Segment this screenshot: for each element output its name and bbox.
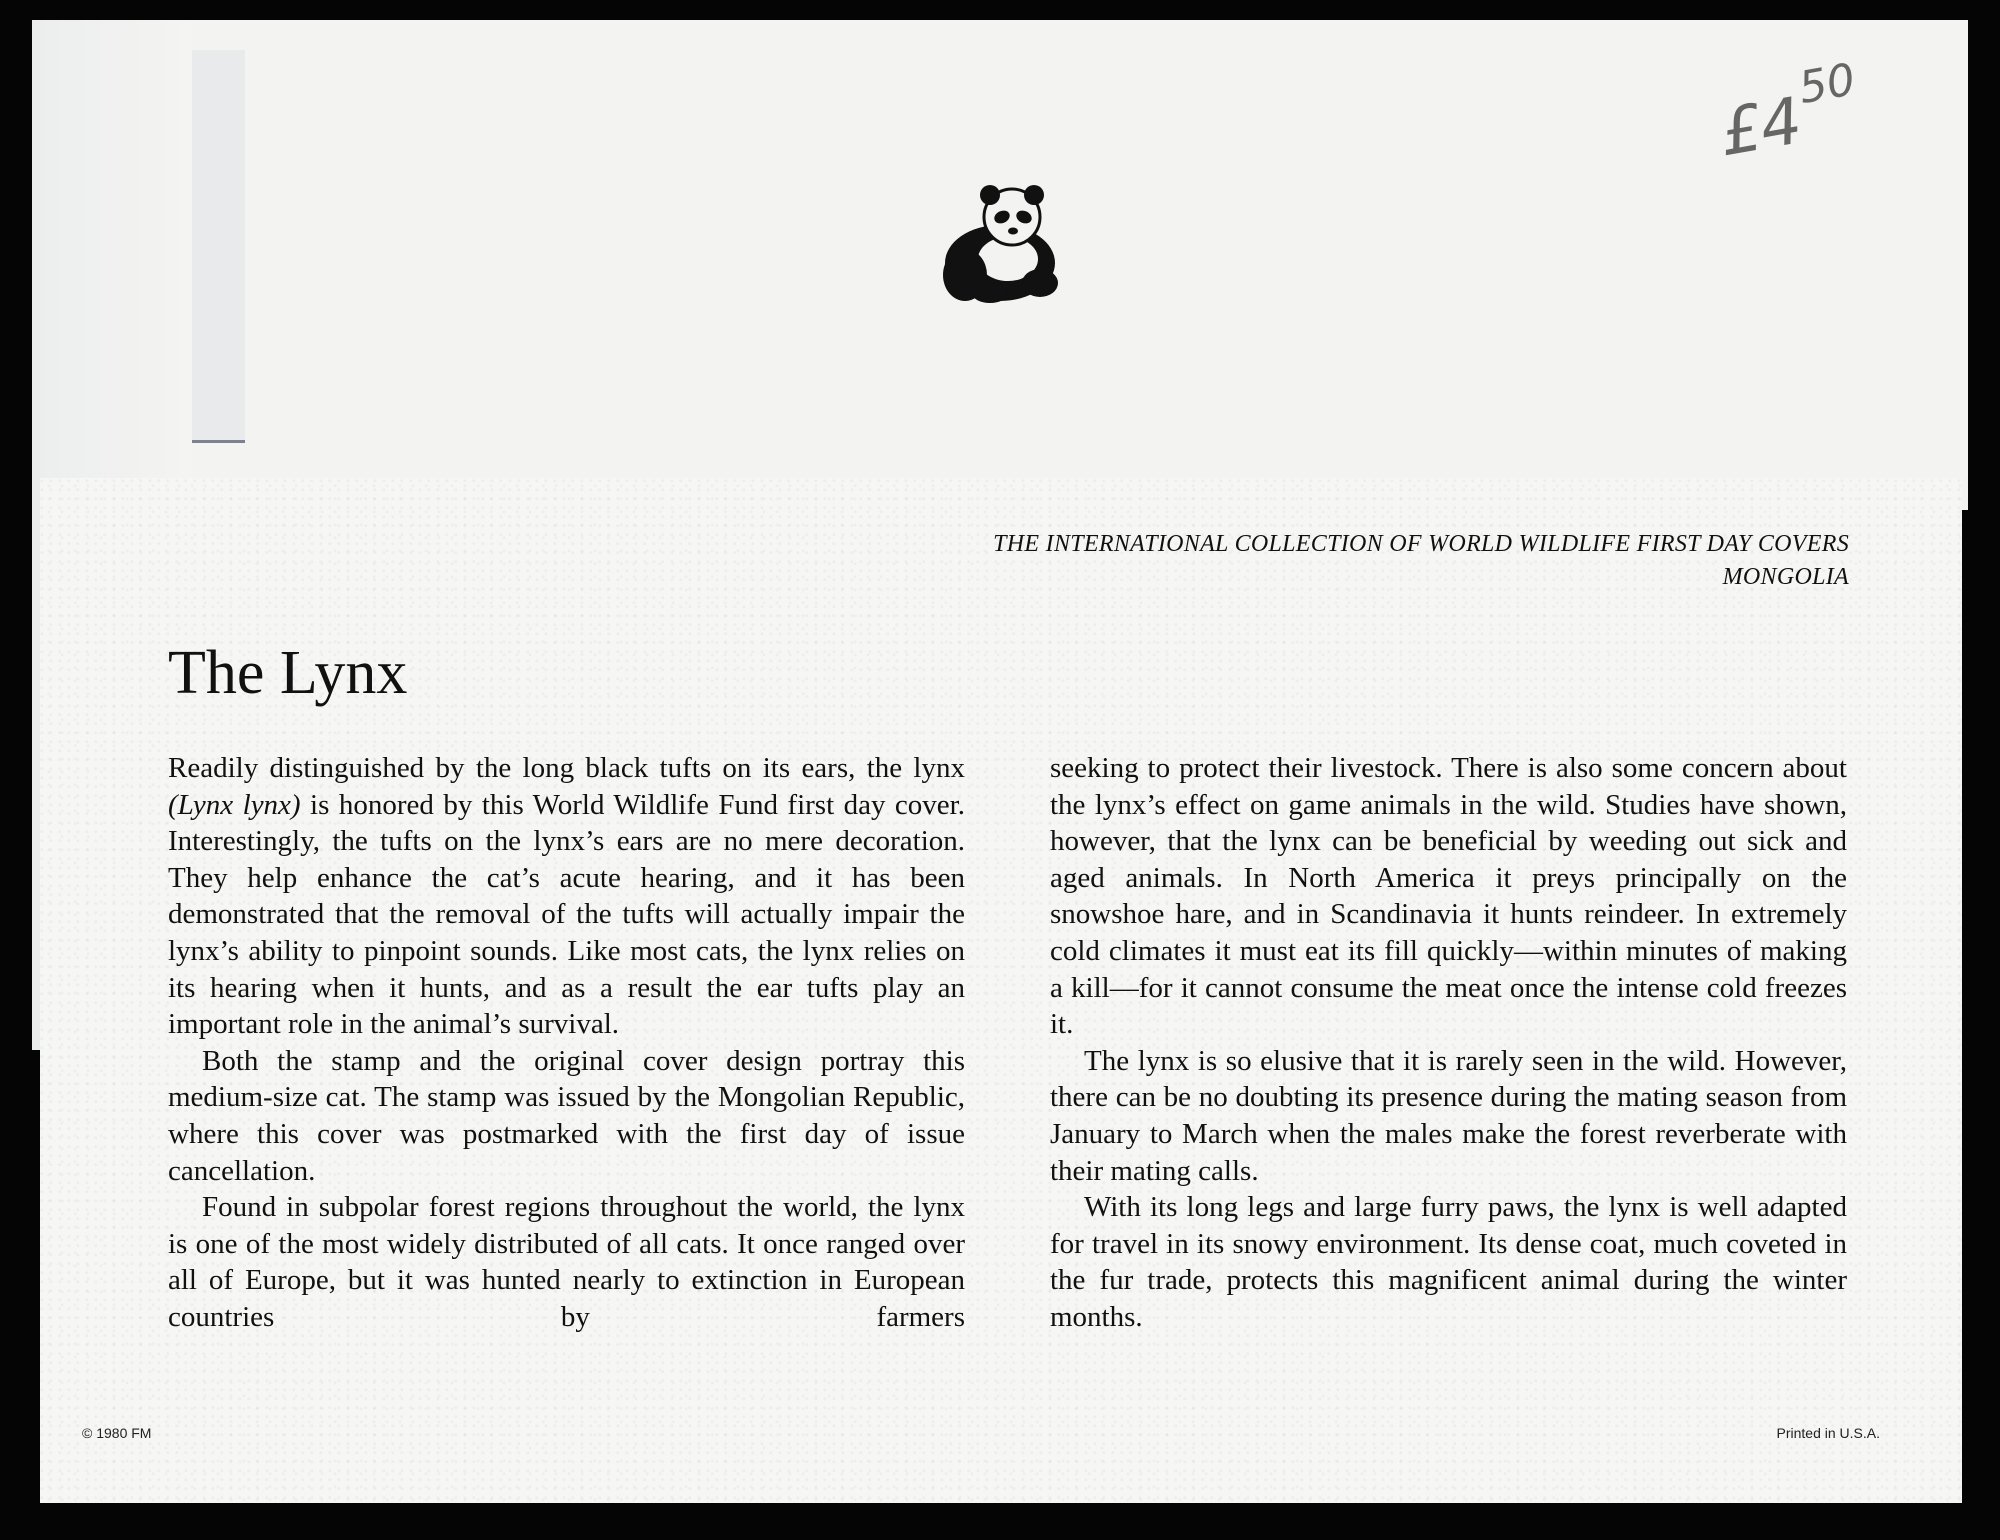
text-column-left — [168, 750, 965, 1336]
collection-line-2: MONGOLIA — [1722, 564, 1849, 590]
paragraph-1-text-b: is honored by this World Wildlife Fund first day cover. Interestingly, the tufts on the lynx’s ears are no mere decoration. They help enhance the cat’s acute hearing, and it has been demonstrated that the removal of the tufts will actually impair the lynx’s ability to pinpoint sounds. Like most cats, the lynx relies on its hearing when it hunts, and as a result the ear tufts play an important role in the animal’s survival. — [168, 788, 965, 1041]
paragraph-1-text-a: Readily distinguished by the long black tufts on its ears, the lynx — [168, 752, 965, 784]
collection-line-1: THE INTERNATIONAL COLLECTION OF WORLD WILDLIFE FIRST DAY COVERS — [993, 531, 1849, 557]
paragraph-6: With its long legs and large furry paws, the lynx is well adapted for travel in its snowy environment. Its dense coat, much coveted in the fur trade, protects this magnificent animal during the winter months. — [1050, 1191, 1847, 1333]
copyright-note: © 1980 FM — [82, 1425, 152, 1441]
paragraph-1 — [168, 750, 965, 1043]
printed-in-note: Printed in U.S.A. — [1776, 1425, 1880, 1441]
page-title: The Lynx — [168, 639, 408, 707]
paragraph-2: Both the stamp and the original cover design portray this medium-size cat. The stamp was issued by the Mongolian Republic, where this cover was postmarked with the first day of issue cancellation. — [168, 1044, 965, 1187]
price-main: £4 — [1714, 84, 1808, 172]
paragraph-4: seeking to protect their livestock. There is also some concern about the lynx’s effect on game animals in the wild. Studies have shown, however, that the lynx can be beneficial by weeding out sick and aged animals. In North America it preys principally on the snowshoe hare, and in Scandinavia it hunts reindeer. In extremely cold climates it must eat its fill quickly—within minutes of making a kill—for it cannot consume the meat once the intense cold freezes it. — [1050, 752, 1847, 1041]
paragraph-3: Found in subpolar forest regions throughout the world, the lynx is one of the most widely distributed of all cats. It once ranged over all of Europe, but it was hunted nearly to extinction in European countries by farmers — [168, 1191, 965, 1333]
paragraph-5: The lynx is so elusive that it is rarely seen in the wild. However, there can be no doubting its presence during the mating season from January to March when the males make the forest reverberate with their mating calls. — [1050, 1044, 1847, 1187]
panda-icon — [930, 175, 1070, 305]
insert-card — [40, 478, 1962, 1503]
species-name: (Lynx lynx) — [168, 788, 301, 821]
collection-heading — [993, 528, 1849, 594]
text-column-right — [1050, 750, 1847, 1336]
price-cents: 50 — [1795, 54, 1860, 115]
